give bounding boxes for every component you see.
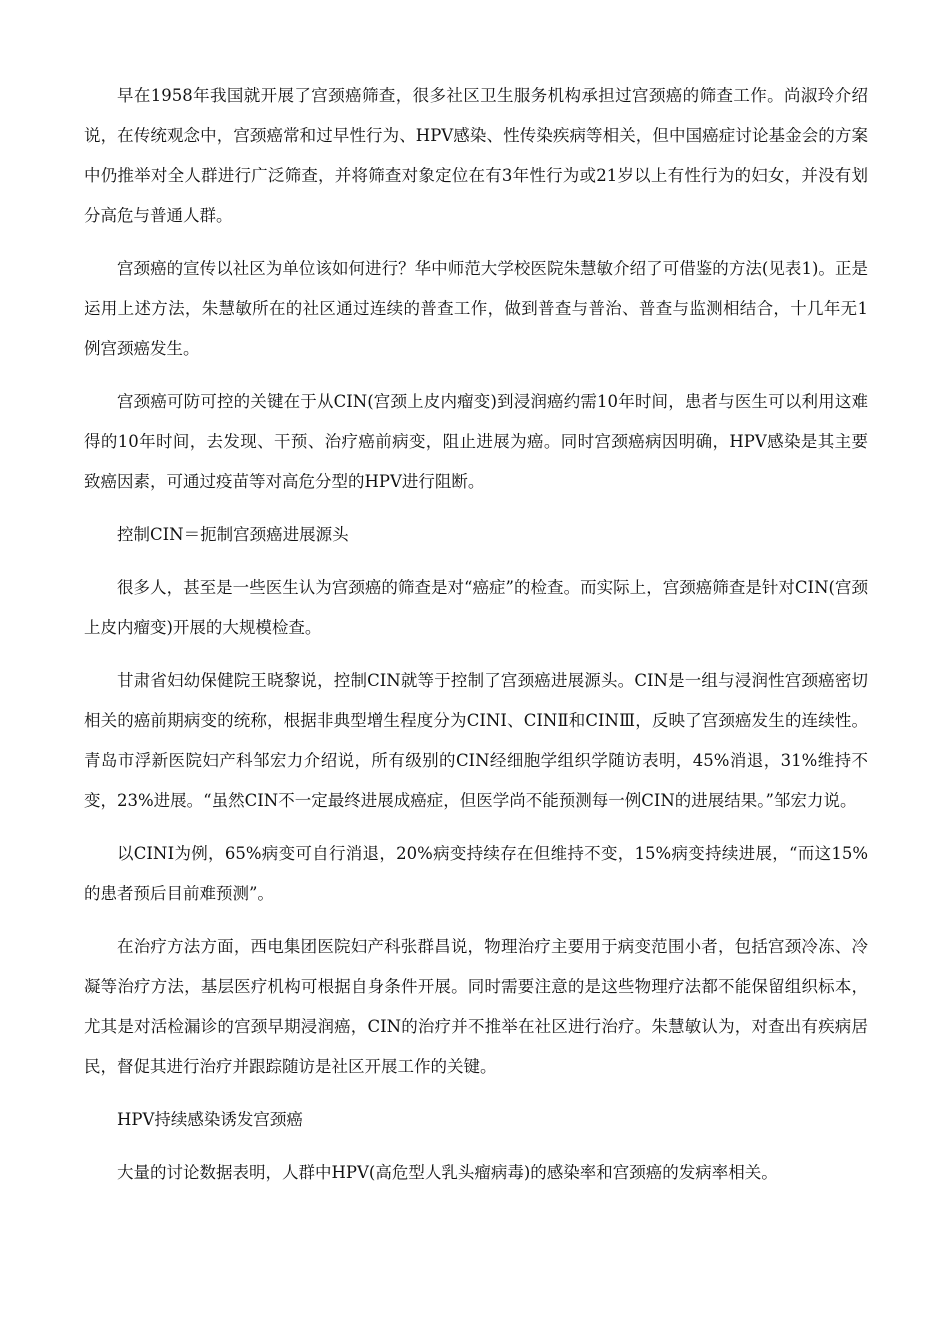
paragraph-prevention-key: 宫颈癌可防可控的关键在于从CIN(宫颈上皮内瘤变)到浸润癌约需10年时间，患者与医生可以利用这难得的10年时间，去发现、干预、治疗癌前病变，阻止进展为癌。同时宫颈癌病因明确，HPV感染是其主要致癌因素，可通过疫苗等对高危分型的HPV进行阻断。 — [84, 392, 868, 491]
section-heading-cin-control: 控制CIN＝扼制宫颈癌进展源头 — [117, 525, 349, 544]
paragraph-cin-definition: 甘肃省妇幼保健院王晓黎说，控制CIN就等于控制了宫颈癌进展源头。CIN是一组与浸润性宫颈癌密切相关的癌前期病变的统称，根据非典型增生程度分为CINⅠ、CINⅡ和CINⅢ，反映了宫颈癌发生的连续性。青岛市浮新医院妇产科邹宏力介绍说，所有级别的CIN经细胞学组织学随访表明，45%消退，31%维持不变，23%进展。“虽然CIN不一定最终进展成癌症，但医学尚不能预测每一例CIN的进展结果。”邹宏力说。 — [84, 671, 868, 810]
document-page — [84, 76, 868, 1193]
paragraph-treatment-methods: 在治疗方法方面，西电集团医院妇产科张群昌说，物理治疗主要用于病变范围小者，包括宫颈冷冻、冷凝等治疗方法，基层医疗机构可根据自身条件开展。同时需要注意的是这些物理疗法都不能保留组织标本，尤其是对活检漏诊的宫颈早期浸润癌，CIN的治疗并不推举在社区进行治疗。朱慧敏认为，对查出有疾病居民，督促其进行治疗并跟踪随访是社区开展工作的关键。 — [84, 937, 868, 1076]
section-heading-hpv-infection: HPV持续感染诱发宫颈癌 — [117, 1110, 303, 1129]
paragraph-hpv-data: 大量的讨论数据表明，人群中HPV(高危型人乳头瘤病毒)的感染率和宫颈癌的发病率相关。 — [117, 1163, 778, 1182]
paragraph-screening-history: 早在1958年我国就开展了宫颈癌筛查，很多社区卫生服务机构承担过宫颈癌的筛查工作。尚淑玲介绍说，在传统观念中，宫颈癌常和过早性行为、HPV感染、性传染疾病等相关，但中国癌症讨论基金会的方案中仍推举对全人群进行广泛筛查，并将筛查对象定位在有3年性行为或21岁以上有性行为的妇女，并没有划分高危与普通人群。 — [84, 86, 868, 225]
paragraph-community-publicity: 宫颈癌的宣传以社区为单位该如何进行？华中师范大学校医院朱慧敏介绍了可借鉴的方法(见表1)。正是运用上述方法，朱慧敏所在的社区通过连续的普查工作，做到普查与普治、普查与监测相结合，十几年无1例宫颈癌发生。 — [84, 259, 868, 358]
paragraph-screening-target: 很多人，甚至是一些医生认为宫颈癌的筛查是对“癌症”的检查。而实际上，宫颈癌筛查是针对CIN(宫颈上皮内瘤变)开展的大规模检查。 — [84, 578, 868, 637]
paragraph-cin1-example: 以CINⅠ为例，65%病变可自行消退，20%病变持续存在但维持不变，15%病变持续进展，“而这15%的患者预后目前难预测”。 — [84, 844, 868, 903]
